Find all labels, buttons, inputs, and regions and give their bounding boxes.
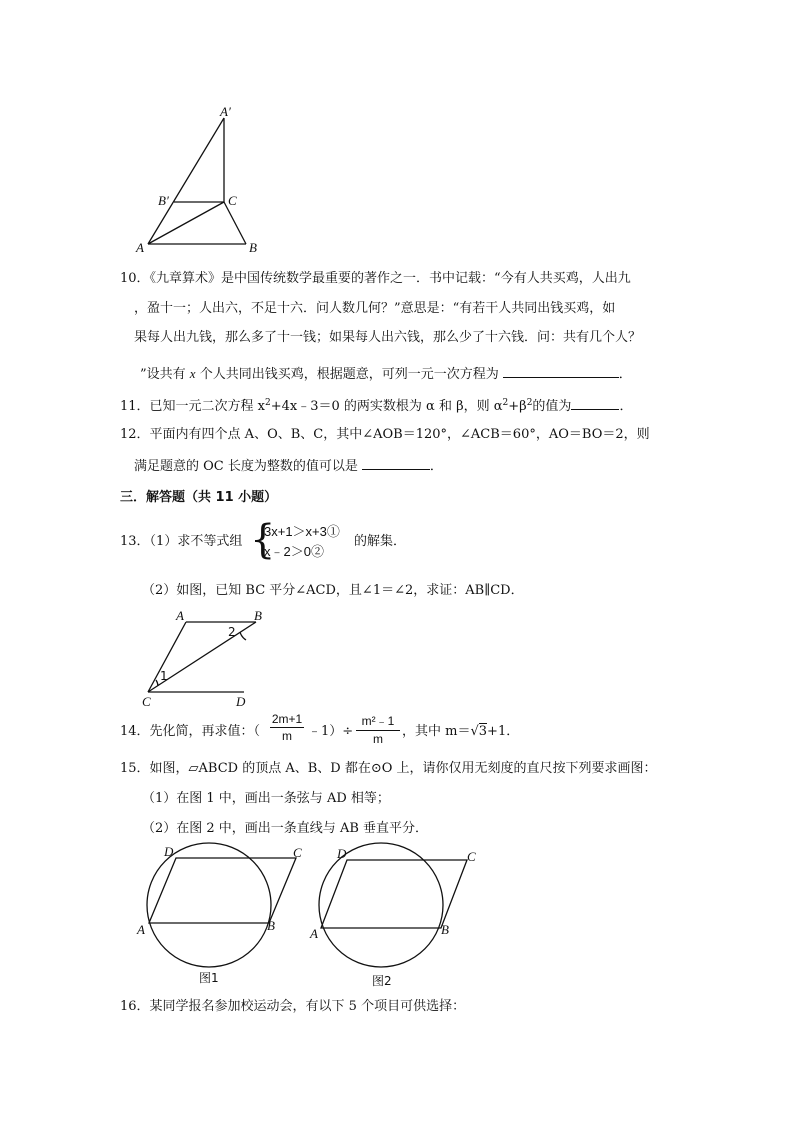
q10-var-x: x bbox=[189, 366, 196, 381]
q15-sub1: （1）在图 1 中，画出一条弦与 AD 相等； bbox=[142, 791, 390, 806]
fraction-2-denominator: m bbox=[373, 732, 383, 746]
label-a: A bbox=[176, 608, 184, 623]
fig2-caption: 图2 bbox=[372, 974, 392, 988]
label-d: D bbox=[236, 694, 246, 709]
q11-end: ． bbox=[619, 399, 633, 414]
fig1-label-a: A bbox=[137, 922, 145, 937]
q14-post-text: ，其中 m＝ bbox=[402, 724, 471, 739]
q10-line2: ，盈十一；人出六，不足十六．问人数几何？”意思是：“有若干人共同出钱买鸡，如 bbox=[134, 301, 616, 316]
q15-sub2: （2）在图 2 中，画出一条直线与 AB 垂直平分． bbox=[142, 821, 429, 836]
q11-pre: 11．已知一元二次方程 x bbox=[120, 399, 266, 414]
label-c: C bbox=[228, 193, 237, 208]
q11-sup2: 2 bbox=[502, 398, 509, 408]
fraction-2 bbox=[356, 712, 400, 746]
label-b-prime: B′ bbox=[158, 193, 169, 208]
fraction-1-numerator: 2m+1 bbox=[271, 712, 303, 726]
q11-sup1: 2 bbox=[265, 398, 271, 408]
q13-part2: （2）如图，已知 BC 平分∠ACD，且∠1＝∠2，求证：AB∥CD． bbox=[142, 583, 524, 598]
q10-answer-blank[interactable] bbox=[503, 364, 619, 378]
q10-line1: 10．《九章算术》是中国传统数学最重要的著作之一．书中记载：“今有人共买鸡，人出九 bbox=[120, 271, 631, 286]
label-c: C bbox=[142, 694, 151, 709]
q14-plus: +1． bbox=[487, 724, 520, 739]
q12-end: ． bbox=[429, 459, 443, 474]
inequality-1: 3x+1＞x+3① bbox=[264, 524, 340, 539]
q11-answer-blank[interactable] bbox=[571, 396, 619, 410]
inequality-system bbox=[264, 522, 340, 562]
label-a-prime: A′ bbox=[220, 104, 231, 119]
fig1-label-b: B bbox=[267, 918, 275, 933]
q13-tail: 的解集． bbox=[354, 534, 407, 549]
figure-1-lines bbox=[147, 843, 296, 967]
fraction-2-numerator: m²﹣1 bbox=[361, 714, 395, 728]
q14-post bbox=[402, 723, 519, 741]
q14-pre: 14．先化简，再求值：（ bbox=[120, 724, 261, 739]
q11-line bbox=[120, 394, 632, 416]
fig1-label-d: D bbox=[164, 844, 174, 859]
q11-mid: +4x﹣3＝0 的两实数根为 α 和 β，则 α bbox=[270, 399, 503, 414]
angle-1: 1 bbox=[160, 669, 168, 683]
q16-line: 16．某同学报名参加校运动会，有以下 5 个项目可供选择： bbox=[120, 999, 466, 1014]
triangle-lines bbox=[148, 118, 246, 244]
q13-label: 13．（1）求不等式组 bbox=[120, 534, 243, 549]
fig2-label-d: D bbox=[337, 846, 347, 861]
sqrt-symbol: √ bbox=[470, 724, 479, 739]
q10-line3: 果每人出九钱，那么多了十一钱；如果每人出六钱，那么少了十六钱．问：共有几个人？ bbox=[134, 330, 642, 345]
q11-sup3: 2 bbox=[526, 398, 533, 408]
sqrt-value: 3 bbox=[478, 724, 488, 739]
figure-2-lines bbox=[319, 843, 467, 967]
inequality-2: x﹣2＞0② bbox=[264, 544, 324, 559]
label-b: B bbox=[254, 608, 262, 623]
fraction-1 bbox=[270, 712, 304, 743]
label-b: B bbox=[249, 240, 257, 255]
q10-line4 bbox=[140, 364, 632, 384]
q11-post: 的值为 bbox=[532, 399, 572, 414]
label-a: A bbox=[136, 240, 144, 255]
q10-line4-a: ”设共有 bbox=[140, 367, 190, 382]
fig2-label-b: B bbox=[441, 922, 449, 937]
fraction-1-denominator: m bbox=[282, 729, 292, 743]
section-heading: 三．解答题（共 11 小题） bbox=[120, 490, 278, 505]
q14-minus: ﹣1）÷ bbox=[308, 724, 354, 739]
figure-lines bbox=[148, 622, 256, 692]
q10-line4-b: 个人共同出钱买鸡，根据题意，可列一元一次方程为 bbox=[195, 367, 499, 382]
angle-2: 2 bbox=[228, 625, 236, 639]
fig2-label-c: C bbox=[467, 849, 476, 864]
q11-mid2: +β bbox=[508, 399, 527, 414]
fig1-caption: 图1 bbox=[199, 971, 219, 985]
q15-line1: 15．如图，▱ABCD 的顶点 A、B、D 都在⊙O 上，请你仅用无刻度的直尺按下列要求画图： bbox=[120, 761, 657, 776]
fig2-label-a: A bbox=[310, 926, 318, 941]
q10-end: ． bbox=[618, 367, 632, 382]
fig1-label-c: C bbox=[293, 845, 302, 860]
q12-line2-text: 满足题意的 OC 长度为整数的值可以是 bbox=[134, 459, 358, 474]
system-brace: { bbox=[250, 517, 276, 563]
q12-line2 bbox=[134, 456, 443, 476]
q12-answer-blank[interactable] bbox=[362, 456, 430, 470]
q12-line1: 12．平面内有四个点 A、O、B、C，其中∠AOB＝120°，∠ACB＝60°，AO＝BO＝2，则 bbox=[120, 427, 650, 442]
